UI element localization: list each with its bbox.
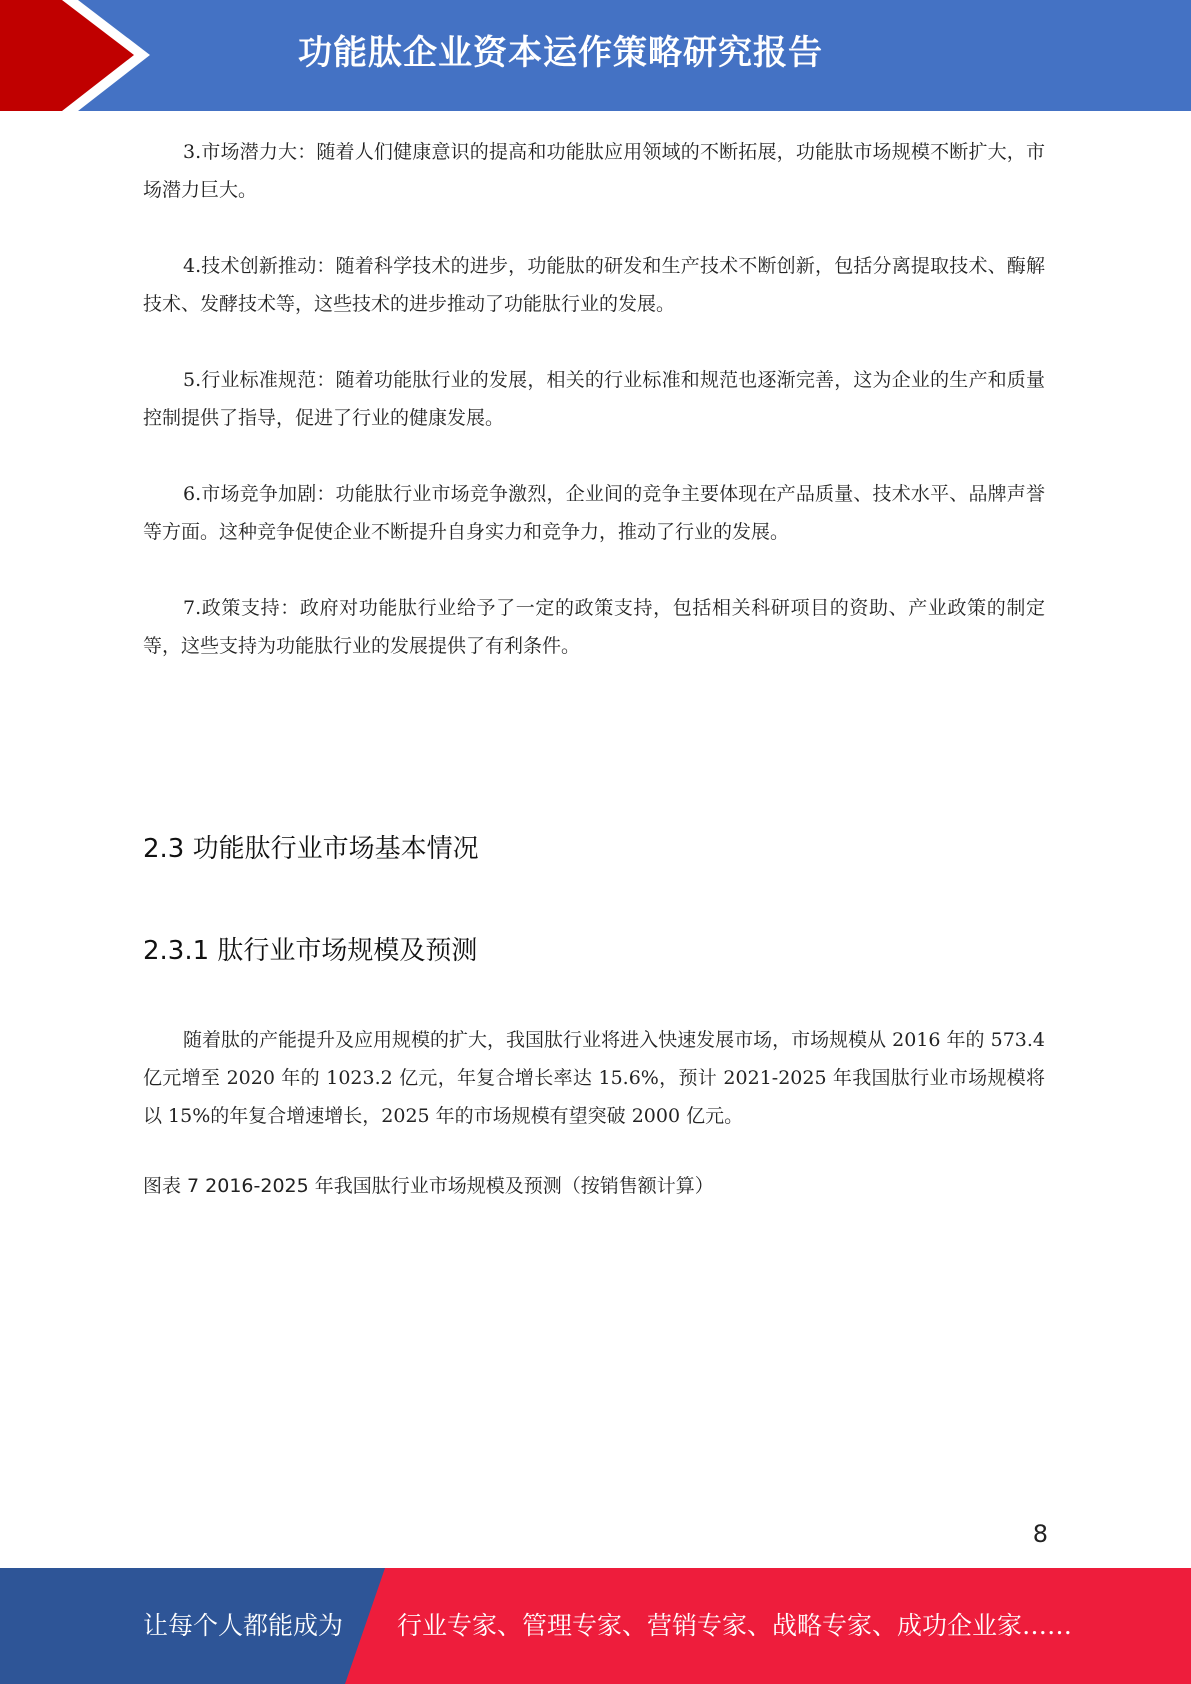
figure-caption: 图表 7 2016-2025 年我国肽行业市场规模及预测（按销售额计算） [143, 1175, 714, 1197]
paragraph-market-competition: 6.市场竞争加剧：功能肽行业市场竞争激烈，企业间的竞争主要体现在产品质量、技术水平、品牌声誉等方面。这种竞争促使企业不断提升自身实力和竞争力，推动了行业的发展。 [143, 483, 1045, 543]
paragraph-policy-support: 7.政策支持：政府对功能肽行业给予了一定的政策支持，包括相关科研项目的资助、产业政策的制定等，这些支持为功能肽行业的发展提供了有利条件。 [143, 597, 1045, 657]
page-header [0, 0, 1191, 111]
footer-slogan-left: 让每个人都能成为 [143, 1611, 344, 1640]
paragraph-market-size: 随着肽的产能提升及应用规模的扩大，我国肽行业将进入快速发展市场，市场规模从 2016 年的 573.4 亿元增至 2020 年的 1023.2 亿元，年复合增长率达 15.6%，预计 2021-2025 年我国肽行业市场规模将以 15%的年复合增速增长，2025 年的市场规模有望突破 2000 亿元。 [143, 1029, 1045, 1127]
paragraph-market-potential: 3.市场潜力大：随着人们健康意识的提高和功能肽应用领域的不断拓展，功能肽市场规模不断扩大，市场潜力巨大。 [143, 141, 1045, 201]
header-chevron-icon [0, 0, 160, 111]
report-title: 功能肽企业资本运作策略研究报告 [298, 33, 823, 73]
page-number: 8 [1032, 1520, 1048, 1548]
footer-slogan-right: 行业专家、管理专家、营销专家、战略专家、成功企业家…… [397, 1611, 1073, 1640]
subsection-heading: 2.3.1 肽行业市场规模及预测 [143, 936, 478, 966]
paragraph-industry-standards: 5.行业标准规范：随着功能肽行业的发展，相关的行业标准和规范也逐渐完善，这为企业的生产和质量控制提供了指导，促进了行业的健康发展。 [143, 369, 1045, 429]
paragraph-tech-innovation: 4.技术创新推动：随着科学技术的进步，功能肽的研发和生产技术不断创新，包括分离提取技术、酶解技术、发酵技术等，这些技术的进步推动了功能肽行业的发展。 [143, 255, 1045, 315]
page-footer [0, 1568, 1191, 1684]
section-heading: 2.3 功能肽行业市场基本情况 [143, 834, 479, 864]
